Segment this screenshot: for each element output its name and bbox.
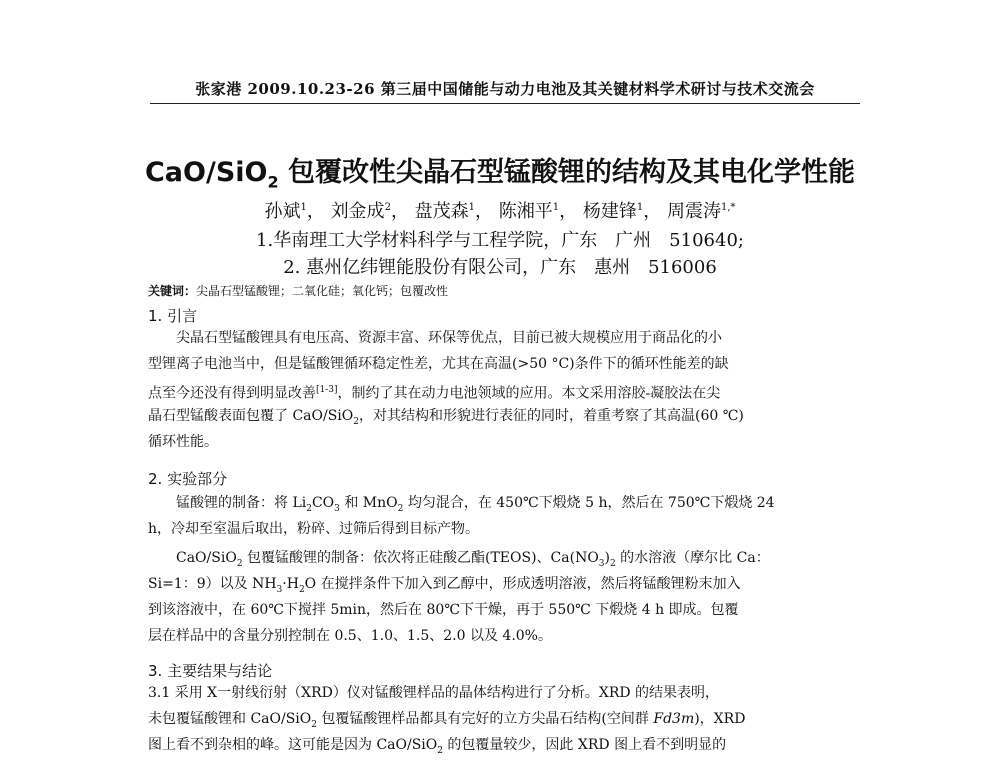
prep-paragraph-2: CaO/SiO$_2$ 包覆锰酸锂的制备：依次将正硅酸乙酯(TEOS)、$Ca(NO_3)_2$ 的水溶液（摩尔比 Ca： Si=1：9）以及 $NH_3\cdot H_2O$ 在搅拌条件下加入到乙醇中，形成透明溶液，然后将锰酸锂粉末加入 到该溶液中，在 60℃下搅拌 5min，然后在 80℃下干燥，再于 550℃ 下煅烧 4 h 即成。包覆 层在样品中的含量分别控制在 0.5、1.0、1.5、2.0 以及 4.0%。 [148, 550, 770, 644]
author: 孙斌$^1$ [264, 201, 307, 222]
conference-header: 张家港 2009.10.23-26 第三届中国储能与动力电池及其关键材料学术研讨与技术交流会 [195, 80, 815, 98]
intro-paragraph: 尖晶石型锰酸锂具有电压高、资源丰富、环保等优点，目前已被大规模应用于商品化的小 型锂离子电池当中，但是锰酸锂循环稳定性差，尤其在高温(>50 °C)条件下的循环性能差的缺 点至今还没有得到明显改善[1-3]，制约了其在动力电池领域的应用。本文采用溶胶-凝胶法在尖 晶石型锰酸表面包覆了 CaO/SiO$_2$，对其结构和形貌进行表征的同时，着重考察了其高温(60 ℃) 循环性能。 [148, 330, 744, 450]
affiliation-2: 2. 惠州亿纬锂能股份有限公司，广东 惠州 516006 [283, 257, 717, 278]
author-list: 孙斌$^1$， 刘金成$^2$， 盘茂森$^1$， 陈湘平$^1$， 杨建锋$^1$， 周震涛$^{1,*}$ [264, 201, 736, 222]
author: 陈湘平$^1$ [498, 201, 560, 222]
keywords: 关键词：尖晶石型锰酸锂；二氧化硅；氧化钙；包覆改性 [148, 284, 449, 298]
author: 周震涛$^{1,*}$ [667, 201, 736, 222]
section-heading-results: 3. 主要结果与结论 [148, 662, 273, 680]
results-paragraph: 3.1 采用 X一射线衍射（XRD）仪对锰酸锂样品的晶体结构进行了分析。XRD 的结果表明， 未包覆锰酸锂和 CaO/SiO$_2$ 包覆锰酸锂样品都具有完好的立方尖晶石结构(空间群 Fd3m)，XRD 图上看不到杂相的峰。这可能是因为 CaO/SiO$_2$ 的包覆量较少，因此 XRD 图上看不到明显的 [148, 685, 746, 756]
section-heading-experiment: 2. 实验部分 [148, 470, 228, 488]
affiliation-1: 1.华南理工大学材料科学与工程学院，广东 广州 510640; [256, 230, 744, 251]
author: 盘茂森$^1$ [414, 201, 476, 222]
section-heading-intro: 1. 引言 [148, 307, 198, 325]
header-divider [150, 103, 860, 104]
prep-paragraph-1: 锰酸锂的制备：将 $Li_2CO_3$ 和 MnO$_2$ 均匀混合，在 450℃下煅烧 5 h，然后在 750℃下煅烧 24 h，冷却至室温后取出，粉碎、过筛后得到目标产物。 [148, 495, 775, 537]
author: 杨建锋$^1$ [582, 201, 644, 222]
author: 刘金成$^2$ [330, 201, 391, 222]
paper-title: CaO/SiO$_2$ 包覆改性尖晶石型锰酸锂的结构及其电化学性能 [144, 157, 856, 192]
